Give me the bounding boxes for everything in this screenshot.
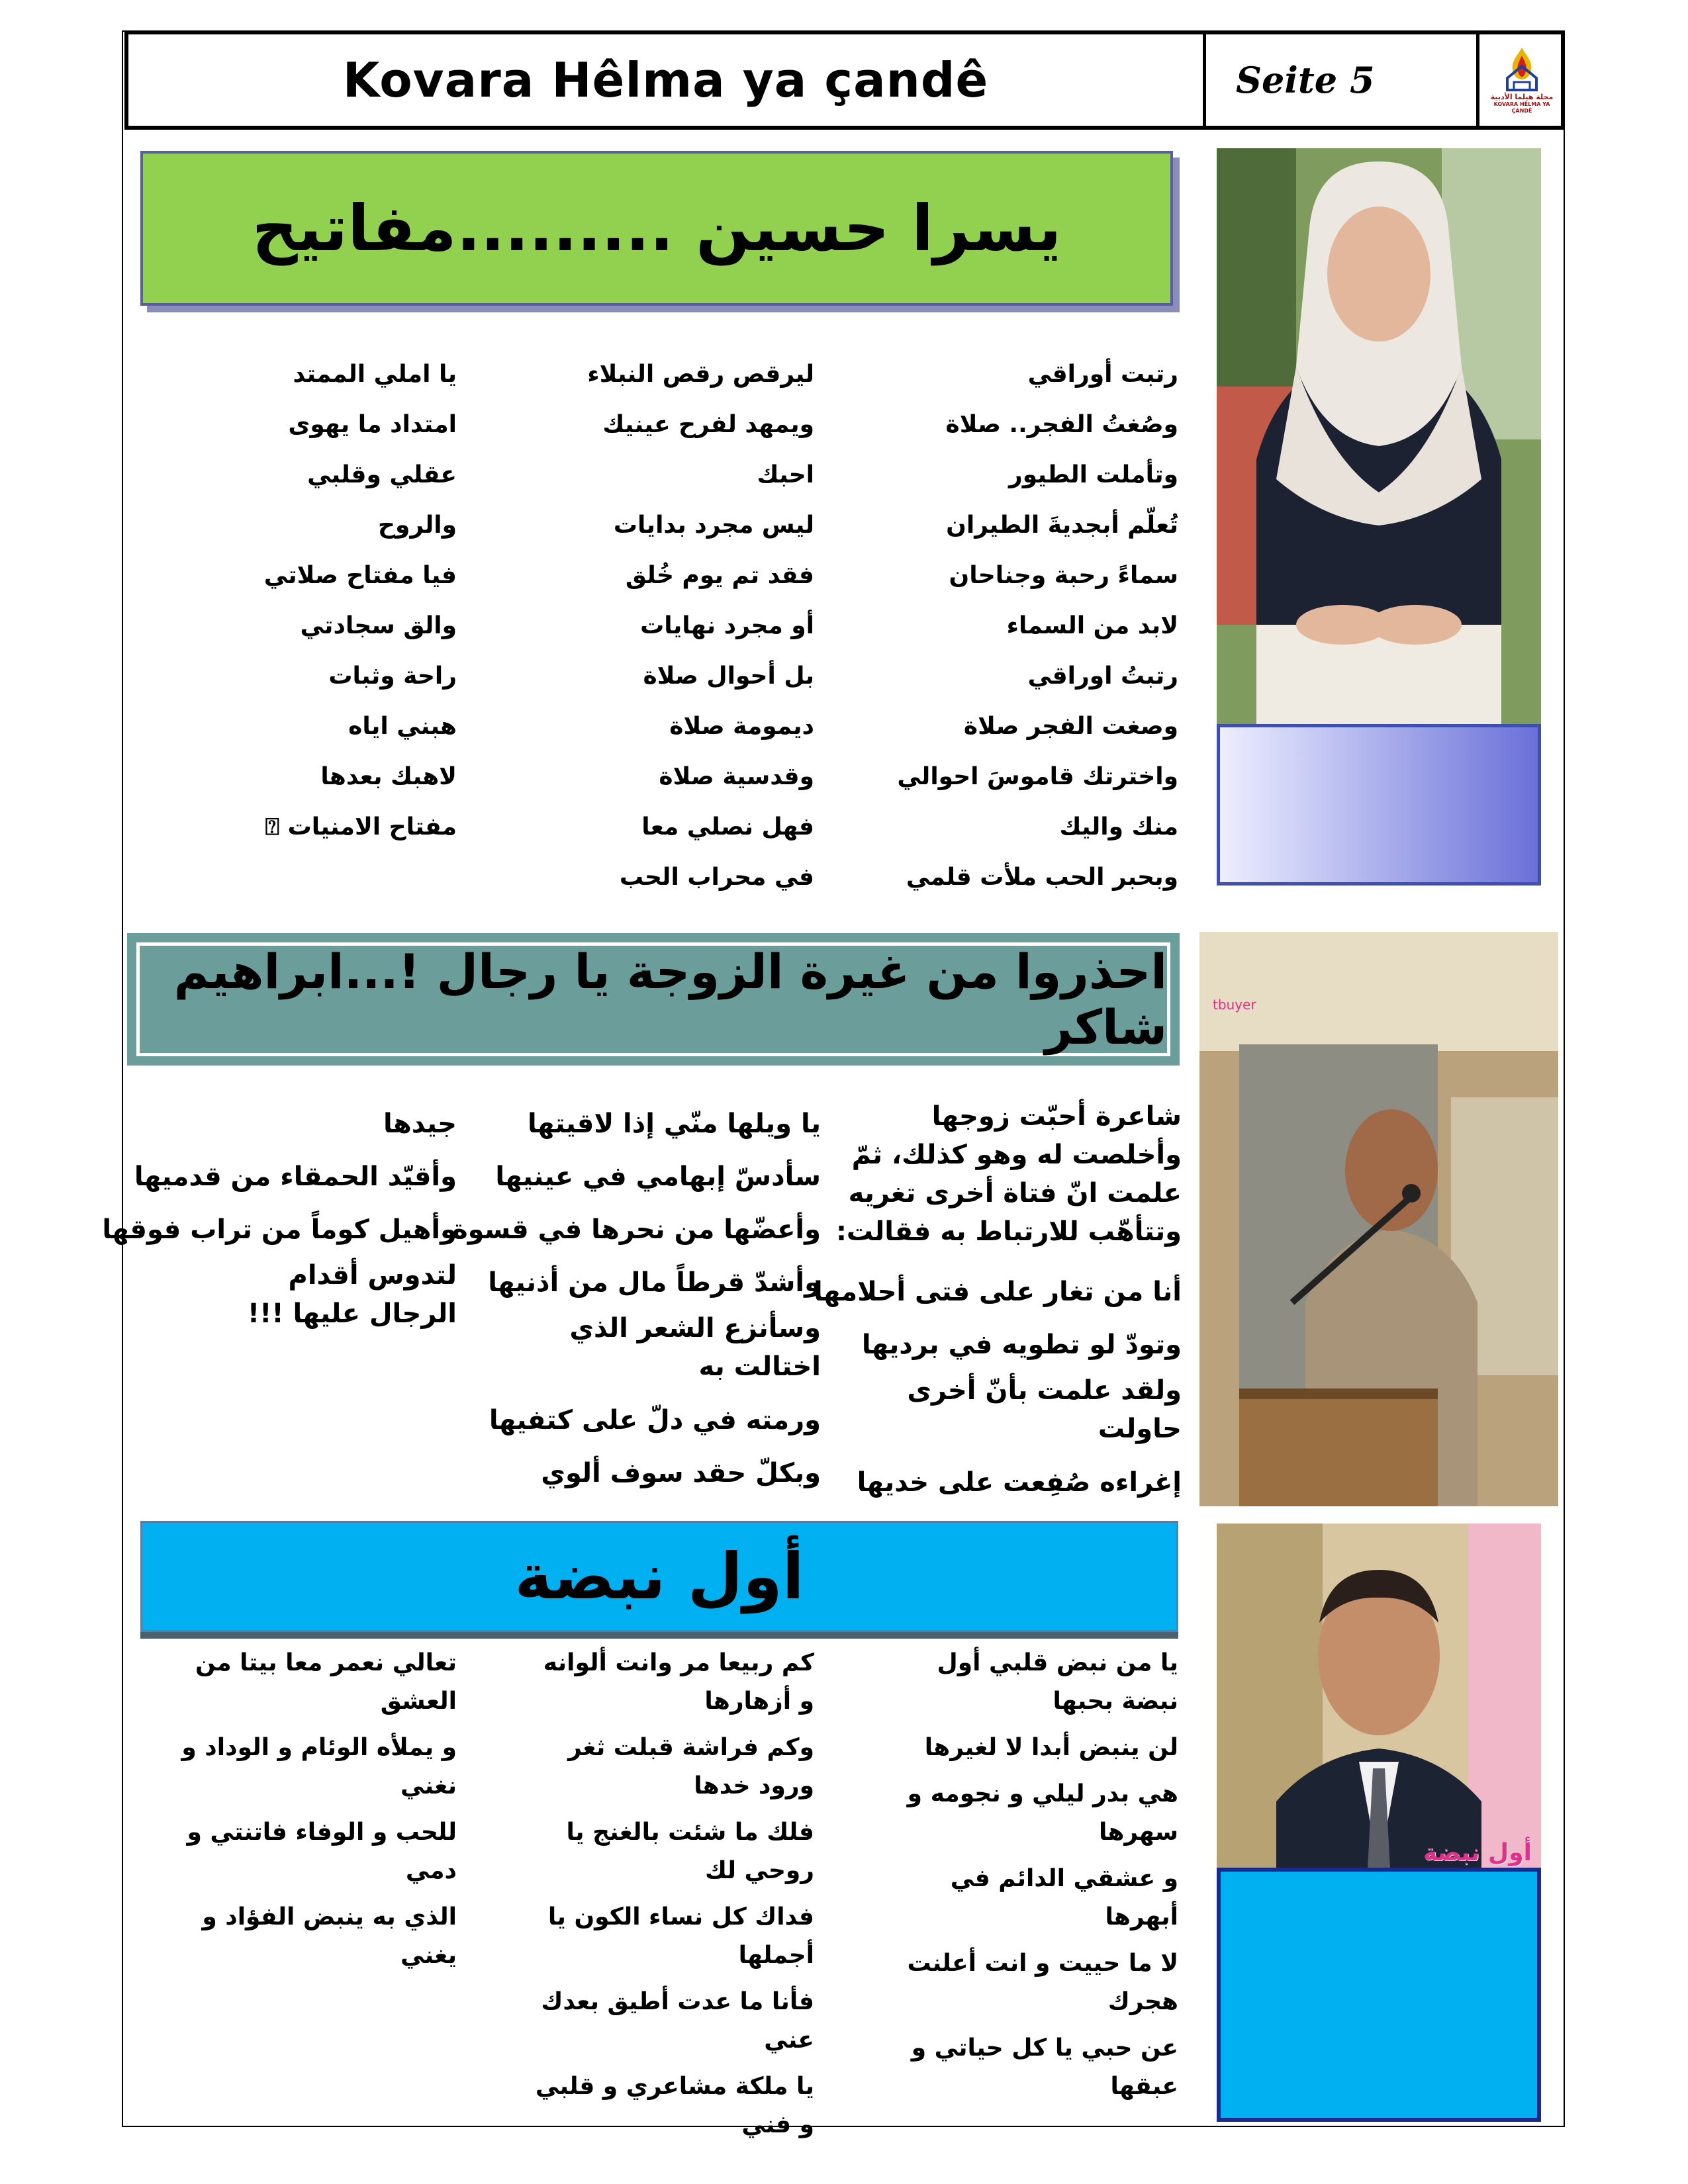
- author-photo-poem3: [1217, 1524, 1541, 1869]
- poem-line: سماءً رحبة وجناحان: [949, 562, 1178, 589]
- poem-line: يا من نبض قلبي أول نبضة بحبها: [937, 1649, 1178, 1715]
- author-photo-yusra: [1217, 148, 1541, 724]
- photo-watermark: tbuyer: [1213, 997, 1256, 1013]
- poem-line: واخترتك قاموسَ احوالي: [897, 763, 1178, 790]
- logo-caption: مجلة هيلما الأدبية: [1490, 92, 1554, 101]
- article3-title: أول نبضة: [514, 1539, 804, 1614]
- poem-line: لاهبك بعدها: [320, 763, 457, 790]
- poem-line: الذي به ينبض الفؤاد و يغني: [202, 1903, 457, 1969]
- poem-line: وتودّ لو تطويه في برديها: [861, 1330, 1182, 1360]
- poem-line: و يملأه الوئام و الوداد و نغني: [181, 1734, 457, 1799]
- poem-line: رتبتُ اوراقي: [1027, 662, 1178, 690]
- poem-line: للحب و الوفاء فاتنتي و دمي: [187, 1819, 457, 1884]
- poem-line: ويمهد لفرح عينيك: [602, 411, 814, 438]
- poem-line: وصُغتُ الفجر.. صلاة: [945, 411, 1178, 438]
- poem-line: يا ملكة مشاعري و قلبي و فني: [535, 2073, 814, 2138]
- magazine-logo: [1483, 34, 1561, 126]
- poem-line: كم ربيعا مر وانت ألوانه و أزهارها: [543, 1649, 814, 1715]
- article2-column-left: [102, 1097, 457, 1341]
- article1-column-left: [159, 349, 457, 852]
- banner-underline: [140, 1632, 1178, 1639]
- author-photo-ibrahim: [1199, 932, 1558, 1506]
- poem-line: راحة وثبات: [328, 662, 457, 690]
- article2-column-middle: [452, 1097, 821, 1500]
- poem-line: في محراب الحب: [619, 864, 814, 891]
- poem-line: فقد تم يوم خُلق: [625, 562, 814, 589]
- photo-caption-line: أول نبضة: [1423, 1839, 1532, 1866]
- poem-line: رتبت أوراقي: [1027, 361, 1178, 388]
- poem-line: سأدسّ إبهامي في عينيها: [495, 1161, 821, 1192]
- poem-line: ورمته في دلّ على كتفيها: [489, 1405, 821, 1435]
- poem-line: والق سجادتي: [300, 612, 457, 639]
- poem-line: فيا مفتاح صلاتي: [263, 562, 457, 589]
- poem-line: تُعلّم أبجديةَ الطيران: [946, 512, 1178, 539]
- poem-line: ولقد علمت بأنّ أخرى حاولت: [907, 1375, 1182, 1444]
- poem-line: أنا من تغار على فتى أحلامها: [814, 1277, 1182, 1307]
- poem-line: جيدها: [383, 1109, 457, 1139]
- poem-line: أو مجرد نهايات: [640, 612, 814, 639]
- article3-column-left: [146, 1644, 457, 1983]
- poem-line: هي بدر ليلي و نجومه و سهرها: [907, 1780, 1178, 1846]
- article2-column-right: [814, 1097, 1182, 1509]
- poem-line: هبني اياه: [348, 713, 457, 740]
- magazine-title: Kovara Hêlma ya çandê: [342, 52, 989, 108]
- article3-title-banner: [140, 1521, 1178, 1632]
- article3-column-middle: [523, 1644, 814, 2152]
- poem-line: وكم فراشة قبلت ثغر ورود خدها: [568, 1734, 814, 1799]
- poem-line: بل أحوال صلاة: [643, 662, 814, 690]
- photo-caption: [1423, 1839, 1532, 1866]
- poem-line: علمت انّ فتاة أخرى تغريه: [848, 1178, 1182, 1208]
- article2-title: احذروا من غيرة الزوجة يا رجال !...ابراهيم شاكر: [173, 944, 1167, 1055]
- poem-line: يا املي الممتد: [293, 361, 457, 388]
- poem-line: منك واليك: [1059, 813, 1178, 841]
- poem-line: فلك ما شئت بالغنج يا روحي لك: [566, 1819, 814, 1884]
- poem-line: وبكلّ حقد سوف ألوي: [541, 1458, 821, 1488]
- blue-box: [1217, 1868, 1541, 2122]
- poem-line: فأنا ما عدت أطيق بعدك عني: [541, 1988, 814, 2054]
- poem-line: لتدوس أقدام الرجال عليها !!!: [247, 1260, 457, 1329]
- poem-line: ليرقص رقص النبلاء: [587, 361, 814, 388]
- poem-line: ديمومة صلاة: [669, 713, 814, 740]
- article1-title-banner: [140, 151, 1173, 306]
- poem-line: شاعرة أحبّت زوجها: [931, 1101, 1182, 1132]
- page-number: Seite 5: [1236, 59, 1375, 101]
- poem-line: امتداد ما يهوى: [288, 411, 457, 438]
- article2-title-frame: [136, 942, 1170, 1056]
- poem-line: إغراءه صُفِعت على خديها: [857, 1467, 1182, 1498]
- page-number-cell: [1209, 34, 1479, 126]
- poem-line: عن حبي يا كل حياتي و عبقها: [911, 2034, 1178, 2100]
- poem-line: لابد من السماء: [1006, 612, 1178, 639]
- poem-line: وأخلصت له وهو كذلك، ثمّ: [851, 1140, 1182, 1170]
- poem-line: وصغت الفجر صلاة: [963, 713, 1178, 740]
- poem-line: وقدسية صلاة: [659, 763, 814, 790]
- gradient-box: [1217, 724, 1541, 886]
- poem-line: عقلي وقلبي: [307, 461, 457, 488]
- poem-line: وأهيل كوماً من تراب فوقها: [102, 1214, 457, 1245]
- poem-line: ليس مجرد بدايات: [613, 512, 814, 539]
- poem-line: وبحبر الحب ملأت قلمي: [906, 864, 1178, 891]
- poem-line: وسأنزع الشعر الذي اختالت به: [569, 1313, 821, 1382]
- poem-line: لن ينبض أبدا لا لغيرها: [924, 1734, 1178, 1761]
- article1-title: يسرا حسين .........مفاتيح: [252, 191, 1062, 265]
- poem-line: يا ويلها منّي إذا لاقيتها: [528, 1109, 821, 1139]
- article2-title-banner: [127, 933, 1180, 1066]
- page-header: [124, 30, 1565, 130]
- poem-line: وتتأهّب للارتباط به فقالت:: [835, 1216, 1182, 1247]
- magazine-title-cell: [128, 34, 1206, 126]
- poem-line: و عشقي الدائم في أبهرها: [950, 1865, 1178, 1931]
- poem-line: لا ما حييت و انت أعلنت هجرك: [907, 1950, 1178, 2015]
- article1-column-right: [887, 349, 1178, 903]
- poem-line: فداك كل نساء الكون يا أجملها: [547, 1903, 814, 1969]
- poem-line: وأشدّ قرطاً مال من أذنيها: [488, 1267, 821, 1298]
- article3-column-right: [887, 1644, 1178, 2114]
- poem-line: وأعضّها من نحرها في قسوة: [452, 1214, 821, 1245]
- poem-line: وأقيّد الحمقاء من قدميها: [134, 1161, 457, 1192]
- poem-line: تعالي نعمر معا بيتا من العشق: [195, 1649, 457, 1715]
- poem-line: مفتاح الامنيات ⍰: [265, 813, 457, 841]
- flame-logo-icon: [1502, 46, 1542, 93]
- poem-line: احبك: [757, 461, 814, 488]
- logo-subcaption: KOVARA HÊLMA YA ÇANDÊ: [1493, 101, 1550, 114]
- poem-line: فهل نصلي معا: [641, 813, 814, 841]
- poem-line: وتأملت الطيور: [1009, 461, 1178, 488]
- poem-line: والروح: [378, 512, 457, 539]
- article1-column-middle: [523, 349, 814, 903]
